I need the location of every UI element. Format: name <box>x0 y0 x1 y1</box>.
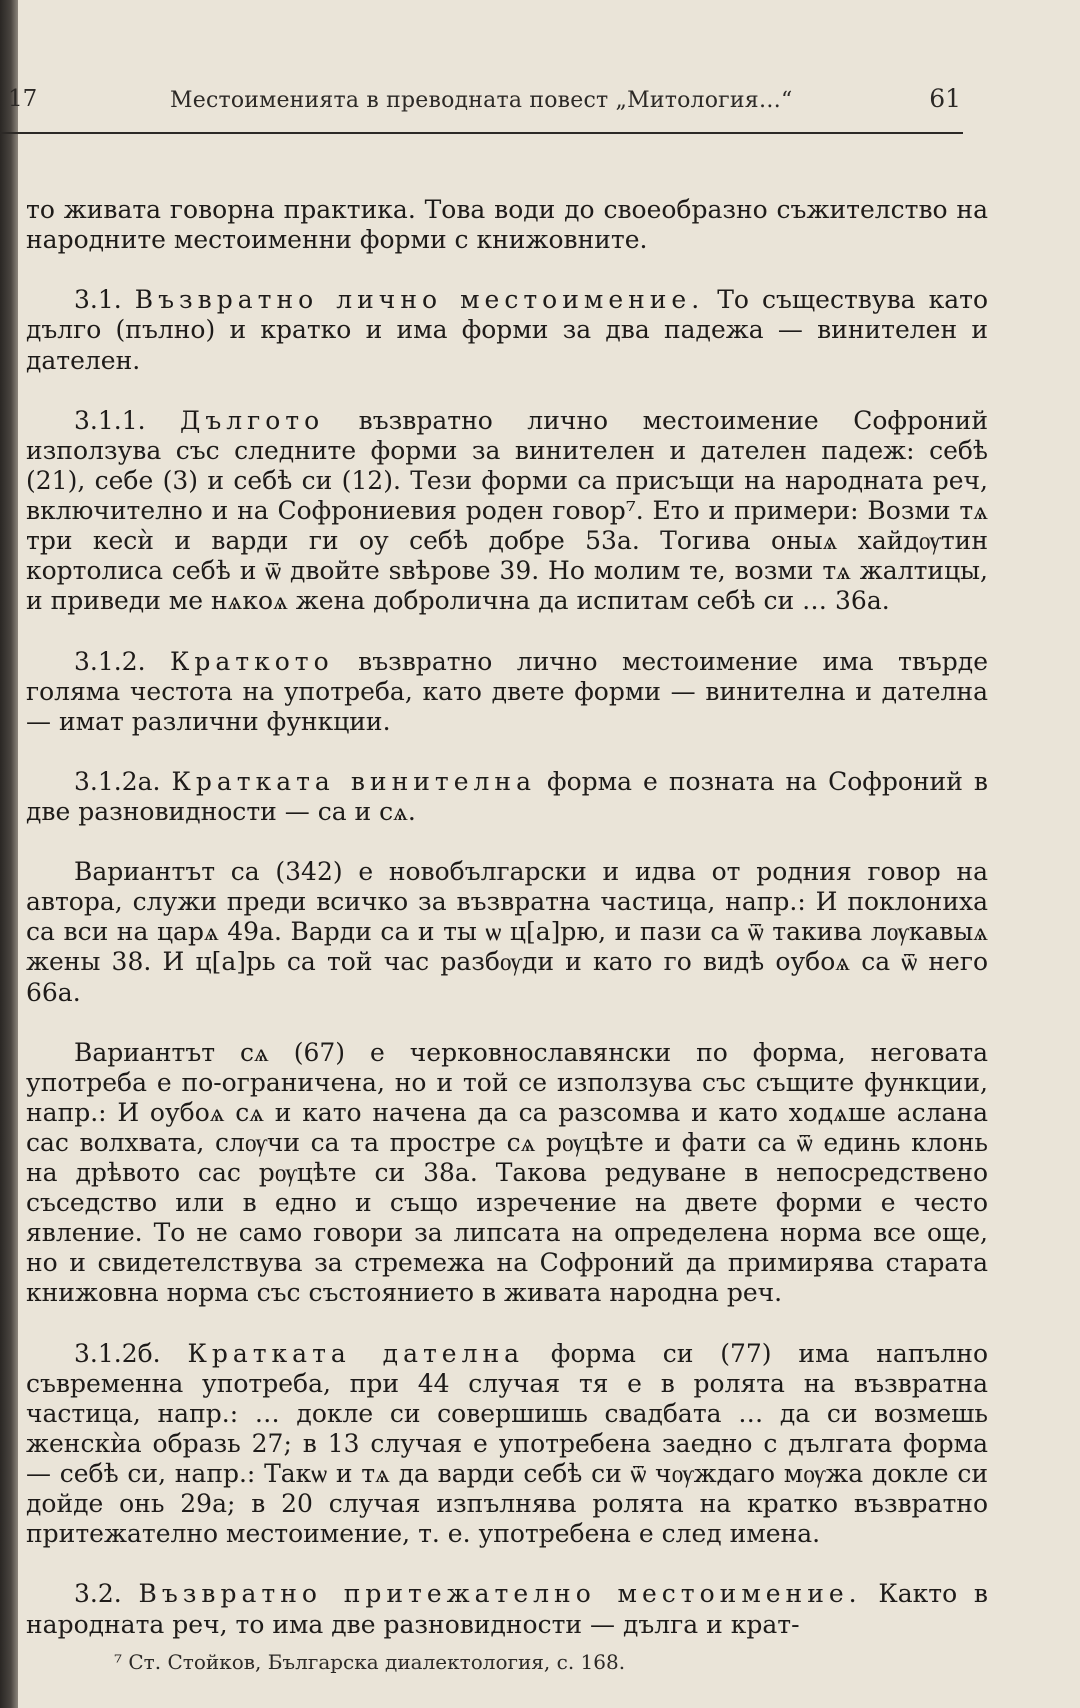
paragraph-text: възвратно лично местоимение Софроний използува със следните форми за винителен и дателен падеж: себѣ (21), себе (3) и себѣ си (12). Тези форми са присъщи на народната реч, включително и на Софрониевия роден говор⁷. Ето и примери: Возми тѧ три кесѝ и варди ги оу себѣ добре 53а. Тогива оныѧ хайдѹтин кортолиса себѣ и ѿ двойте ѕвѣрове 39. Но молим те, возми тѧ жалтицы, и приведи ме нѧкоѧ жена добролична да испитам себѣ си … 36а. <box>26 405 988 616</box>
paragraph-3 <box>26 647 988 737</box>
paragraph-text: форма си (77) има напълно съвременна употреба, при 44 случая тя е в ролята на възвратна частица, напр.: … докле си совершишь свадбата … да си возмешь женскѝа образь 27; в 13 случая е употребена заедно с дългата форма — себѣ си, напр.: Такѡ и тѧ да варди себѣ си ѿ чѹждаго мѹжа докле си дойде онь 29а; в 20 случая изпълнява ролята на кратко възвратно притежателно местоимение, т. е. употребена е след имена. <box>26 1338 989 1549</box>
spaced-heading: Кратката дателна <box>187 1338 525 1368</box>
paragraph-1 <box>26 285 988 375</box>
paragraph-6 <box>26 1038 988 1309</box>
paragraph-text: Вариантът са (342) е новобългарски и идва от родния говор на автора, служи преди всичко за възвратна частица, напр.: И поклониха са вси на царѧ 49а. Варди са и ты ѡ ц[а]рю, и пази са ѿ такива лѹкавыѧ жены 38. И ц[а]рь са той час разбѹди и като го видѣ оубоѧ са ѿ него 66а. <box>26 857 988 1007</box>
section-number: 3.1.2а. <box>74 766 172 796</box>
section-number: 3.2. <box>74 1579 139 1609</box>
spaced-heading: Възвратно притежателно местоимение. <box>138 1579 862 1609</box>
body-text <box>26 165 988 1670</box>
running-title: Местоименията в преводната повест „Митология…“ <box>170 88 793 113</box>
section-number: 3.1. <box>74 285 135 315</box>
left-page-fragment: 17 <box>8 86 38 112</box>
paragraph-text: Вариантът сѧ (67) е черковнославянски по форма, неговата употреба е по-ограничена, но и той се използува със същите функции, напр.: И оубоѧ сѧ и като начена да са разсомва и като ходѧше аслана сас волхвата, слѹчи са та простре сѧ рѹцѣте и фати са ѿ единь клонь на дрѣвото сас рѹцѣте си 38а. Такова редуване в непосредствено съседство или в едно и също изречение на двете форми е често явление. То не само говори за липсата на определена норма все още, но и свидетелствува за стремежа на Софроний да примирява старата книжовна норма със състоянието в живата народна реч. <box>26 1037 988 1308</box>
paragraph-0 <box>26 195 988 255</box>
spaced-heading: Краткото <box>170 646 334 676</box>
spaced-heading: Дългото <box>180 405 325 435</box>
paragraph-4 <box>26 767 988 827</box>
paragraph-text: То съществува като дълго (пълно) и кратко и има форми за два падежа — винителен и дателен. <box>26 285 989 375</box>
paragraph-text: то живата говорна практика. Това води до своеобразно съжителство на народните местоименни форми с книжовните. <box>26 195 988 255</box>
paragraph-text: форма е позната на Софроний в две разновидности — са и сѧ. <box>26 766 988 826</box>
spaced-heading: Кратката винителна <box>171 766 536 796</box>
paragraph-7 <box>26 1339 988 1550</box>
paragraph-text: Както в народната реч, то има две разновидности — дълга и крат- <box>26 1579 989 1639</box>
paragraph-8 <box>26 1579 988 1639</box>
page <box>8 70 989 1690</box>
spaced-heading: Възвратно лично местоимение. <box>134 285 705 315</box>
paragraph-2 <box>26 406 988 617</box>
section-number: 3.1.2. <box>74 646 171 676</box>
paragraph-5 <box>26 857 988 1007</box>
header-rule <box>0 132 963 134</box>
paragraph-text: възвратно лично местоимение има твърде голяма честота на употреба, като двете форми — винителна и дателна — имат различни функции. <box>26 646 988 736</box>
book-binding-shadow <box>0 0 18 1708</box>
section-number: 3.1.2б. <box>74 1338 188 1368</box>
page-number: 61 <box>929 84 961 113</box>
running-header <box>8 84 961 124</box>
section-number: 3.1.1. <box>74 405 181 435</box>
footnote: ⁷ Ст. Стойков, Българска диалектология, с. 168. <box>114 1650 626 1674</box>
